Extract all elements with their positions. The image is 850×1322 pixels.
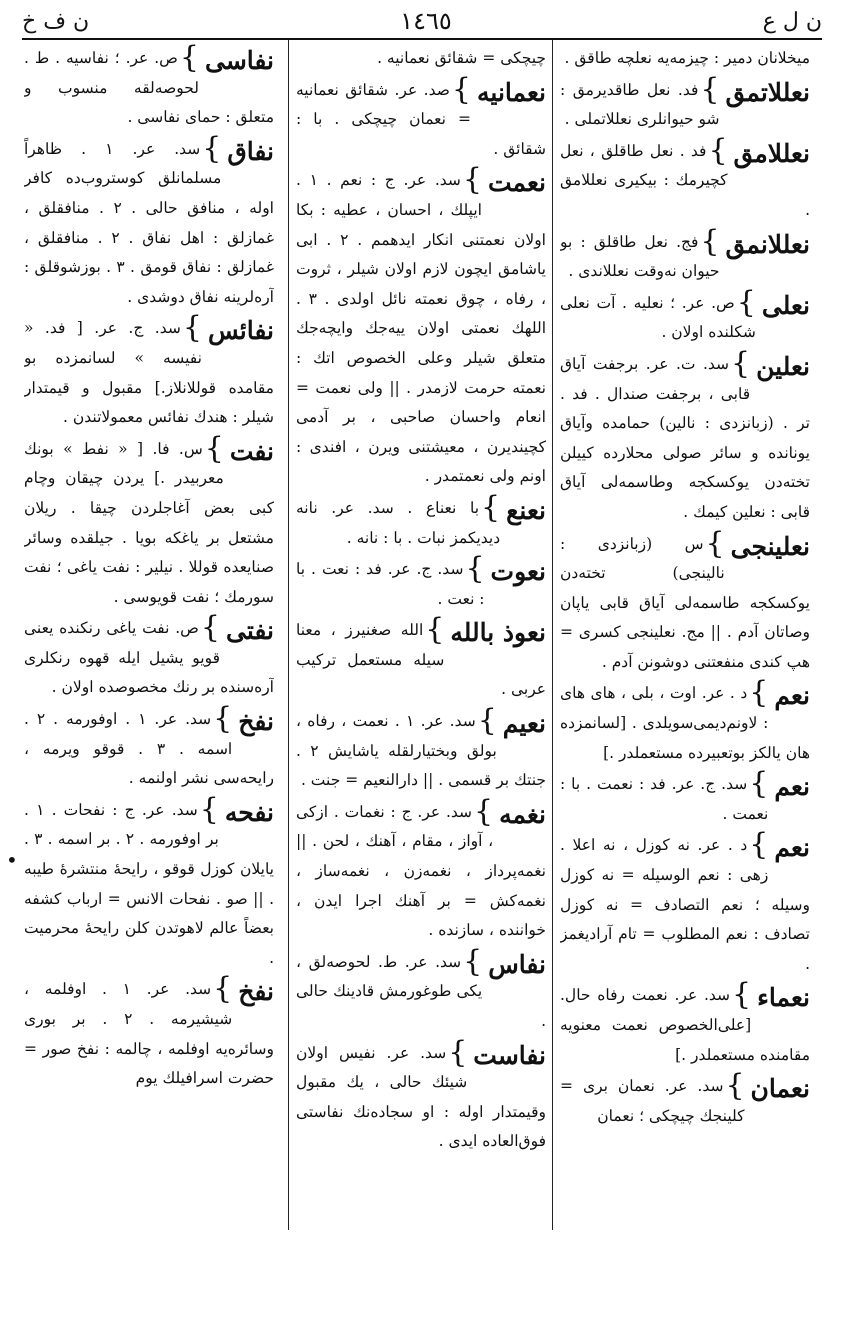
entry-brace: } bbox=[465, 551, 485, 587]
entry-definition: سد. ج. عر. [ فد. « نفیسه » لسانمزده بو مقامده قوللانلاز.] مقبول و قیمتدار شیلر : هندك نفائس معمولاتندن . bbox=[24, 319, 274, 427]
dictionary-entry bbox=[296, 793, 546, 946]
entry-headword: نعوذ بالله bbox=[450, 618, 546, 648]
entry-headword: نفاس bbox=[488, 949, 546, 979]
entry-definition: سد. عر. ج : نغمات . ازکی ، آواز ، مقام ، آهنك ، لحن . || نغمه‌پرداز ، نغمه‌زن ، نغمه‌ساز ، نغمه‌کش = بر آهنك اجرا ایدن ، خواننده ، سازنده . bbox=[296, 802, 546, 940]
dictionary-entry bbox=[296, 162, 546, 492]
entry-definition: سد. عر. نعمان بری = کلینجك چیچکی ؛ نعمان bbox=[560, 1077, 745, 1125]
entry-headword: نعللانمق bbox=[725, 229, 810, 259]
column-middle bbox=[296, 44, 546, 1229]
entry-brace: } bbox=[725, 1068, 745, 1104]
entry-definition: ص. عر. ؛ نفاسیه . ط . لحوصه‌لقه منسوب و متعلق : حمای نفاسی . bbox=[24, 49, 274, 127]
entry-headword: نعم bbox=[774, 833, 810, 863]
entry-definition: ص. نفت یاغی رنکنده یعنی قویو یشیل ایله قهوه رنکلری آره‌سنده بر رنك مخصوصده اولان . bbox=[24, 619, 274, 697]
entry-definition: س. فا. [ « نفط » بونك معربیدر .] یردن چیقان وچام کبی بعض آغاجلردن چیقا . ریلان مشتعل بر یاغکه بویا . جیلقده وسائر صنایعده قوللا . نیلیر : نفت یاغی ؛ نفت سورمك ؛ نفت قویوسی . bbox=[24, 439, 274, 606]
dictionary-entry bbox=[296, 943, 546, 1037]
dictionary-entry bbox=[560, 44, 810, 74]
entry-brace: } bbox=[451, 71, 471, 107]
entry-brace: } bbox=[736, 284, 756, 320]
entry-brace: } bbox=[708, 132, 728, 168]
entry-headword: نعللامق bbox=[733, 138, 810, 168]
column-right bbox=[560, 44, 810, 1229]
entry-definition: د . عر. اوت ، بلی ، های های : لاونم‌دیمی‌سویلدی . [لسانمزده هان یالکز بوتعبیرده مستعملدر .] bbox=[560, 684, 810, 762]
entry-brace: } bbox=[448, 1034, 468, 1070]
entry-brace: } bbox=[477, 703, 497, 739]
dictionary-entry bbox=[24, 610, 274, 703]
entry-headword: نعمانیه bbox=[477, 77, 546, 107]
column-left bbox=[24, 44, 274, 1229]
entry-definition: چیچکی = شقائق نعمانیه . bbox=[377, 49, 546, 67]
entry-headword: نعلین bbox=[756, 351, 810, 381]
entry-headword: نعیم bbox=[502, 709, 546, 739]
dictionary-entry bbox=[296, 1034, 546, 1157]
dictionary-entry bbox=[296, 44, 546, 74]
entry-headword: نعنع bbox=[506, 495, 546, 525]
entry-brace: } bbox=[749, 766, 769, 802]
dictionary-entry bbox=[560, 827, 810, 979]
column-divider-left bbox=[288, 40, 289, 1230]
entry-headword: نفائس bbox=[207, 316, 274, 346]
dictionary-entry bbox=[560, 1068, 810, 1131]
entry-definition: سد. ت. عر. برجفت آیاق قابی ، برجفت صندال . فد . تر . (زبانزدی : نالین) حمامده وآیاق یونانده و سائر صولی محلارده کییلن تخته‌دن یوکسکجه وطاسمه‌لی آیاق قابی : نعلین کیمك . bbox=[560, 354, 810, 521]
column-divider-right bbox=[552, 40, 553, 1230]
entry-brace: } bbox=[481, 489, 501, 525]
dictionary-entry bbox=[560, 223, 810, 287]
entry-definition: با نعناع . سد. عر. نانه دیدیکمز نبات . با : نانه . bbox=[296, 498, 501, 547]
dictionary-entry bbox=[560, 525, 810, 678]
entry-definition: الله صغنیرز ، معنا سیله مستعمل ترکیب عربی . bbox=[296, 621, 546, 699]
entry-headword: نفاسی bbox=[204, 46, 274, 75]
entry-headword: نعوت bbox=[490, 557, 546, 587]
page-header bbox=[22, 6, 822, 36]
dictionary-entry bbox=[24, 430, 274, 613]
entry-definition: فج. نعل طاقلق : بو حیوان نه‌وقت نعللاندی . bbox=[560, 232, 720, 281]
entry-definition: میخلانان دمیر : چیزمه‌یه نعلچه طاقق . bbox=[564, 49, 810, 67]
margin-dot: • bbox=[6, 848, 18, 872]
entry-definition: سد. ج. عر. فد : نعت . با : نعت . bbox=[296, 560, 485, 608]
dictionary-entry bbox=[24, 701, 274, 794]
entry-definition: سد. عر. ١ . نعمت ، رفاه ، بولق وبختیارلقله یاشایش ٢ . جنتك بر قسمی . || دارالنعیم = جنت . bbox=[296, 712, 546, 790]
dictionary-entry bbox=[296, 551, 546, 614]
entry-brace: } bbox=[463, 943, 483, 979]
entry-definition: س (زبانزدی : نالینجی) تخته‌دن یوکسکجه طاسمه‌لی آیاق قابی یاپان وصاتان آدم . || مج. نعلینجی کسری = هپ کندی منفعتنی دوشونن آدم . bbox=[560, 534, 810, 671]
page-number: ١٤٦٥ bbox=[400, 7, 452, 35]
entry-headword: نعماء bbox=[757, 983, 810, 1013]
entry-headword: نفاست bbox=[473, 1040, 546, 1070]
dictionary-entry bbox=[296, 612, 546, 705]
entry-brace: } bbox=[731, 345, 751, 381]
dictionary-entry bbox=[560, 675, 810, 768]
entry-brace: } bbox=[474, 793, 494, 829]
entry-headword: نعمت bbox=[487, 168, 546, 198]
entry-headword: نعمان bbox=[750, 1074, 810, 1104]
entry-headword: نفاق bbox=[227, 136, 274, 166]
entry-definition: سد. عر. نفیس اولان شیئك حالی ، یك مقبول وقیمتدار اوله : او سجاده‌نك نفاستی فوق‌العاده ایدی . bbox=[296, 1043, 546, 1151]
entry-brace: } bbox=[199, 791, 219, 827]
dictionary-entry bbox=[560, 71, 810, 135]
dictionary-entry bbox=[560, 345, 810, 528]
entry-brace: } bbox=[749, 675, 769, 711]
entry-brace: } bbox=[200, 610, 220, 646]
entry-definition: سد. عر. ١ . ظاهراً مسلمانلق کوستروب‌ده کافر اوله ، منافق حالی . ٢ . منافقلق ، غمازلق : اهل نفاق . ٢ . منافقلق ، غمازلق : نفاق قومق . ٣ . بوزشوقلق : آره‌لرینه نفاق دوشدی . bbox=[24, 139, 274, 306]
entry-definition: سد. عر. ج : نعم . ١ . ایپلك ، احسان ، عطیه : بکا اولان نعمتنی انکار ایدهمم . ٢ . ابی یاشامق ایچون لازم اولان شیلر ، ثروت ، رفاه ، چوق نعمته نائل اولدی . ٣ . اللهك نعمتی اولان ییه‌جك وایچه‌جك متعلق شیلر وعلی الخصوص اتك : نعمته حرمت لازمدر . || ولی نعمت = انعام واحسان صاحبی ، بر آدمی کچیندیرن ، معیشتنی ویرن ، افندی : اونم ولی نعمتمدر . bbox=[296, 171, 546, 486]
entry-headword: نفخ bbox=[238, 977, 274, 1007]
entry-headword: نفحه bbox=[224, 797, 274, 827]
entry-definition: د . عر. نه کوزل ، نه اعلا . زهی : نعم الوسیله = نه کوزل وسیله ؛ نعم التصادف = نه کوزل تصادف : نعم المطلوب = تام آرادیغمز . bbox=[560, 836, 810, 973]
entry-brace: } bbox=[749, 827, 769, 863]
entry-brace: } bbox=[700, 71, 720, 107]
dictionary-entry bbox=[560, 766, 810, 829]
dictionary-entry bbox=[296, 489, 546, 553]
entry-headword: نفخ bbox=[238, 707, 274, 737]
entry-brace: } bbox=[705, 525, 725, 561]
dictionary-entry bbox=[24, 130, 274, 313]
dictionary-entry bbox=[24, 791, 274, 974]
header-rule bbox=[22, 38, 822, 40]
dictionary-entry bbox=[296, 71, 546, 165]
entry-brace: } bbox=[179, 44, 199, 75]
dictionary-entry bbox=[24, 971, 274, 1093]
header-right-label: ن ل ع bbox=[762, 8, 822, 34]
entry-headword: نعم bbox=[774, 772, 810, 802]
dictionary-entry bbox=[560, 132, 810, 226]
dictionary-entry bbox=[24, 310, 274, 432]
entry-brace: } bbox=[425, 612, 445, 648]
entry-headword: نعم bbox=[774, 681, 810, 711]
dictionary-entry bbox=[24, 44, 274, 133]
entry-brace: } bbox=[732, 977, 752, 1013]
entry-brace: } bbox=[202, 130, 222, 166]
entry-brace: } bbox=[204, 430, 224, 466]
entry-definition: فد . نعل طاقلق ، نعل کچیرمك : بیکیری نعللامق . bbox=[560, 141, 810, 219]
entry-definition: سد. ج. عر. فد : نعمت . با : نعمت . bbox=[560, 775, 769, 823]
entry-definition: سد. عر. ١ . اوفلمه ، شیشیرمه . ٢ . بر بوری وسائره‌یه اوفلمه ، چالمه : نفخ صور = حضرت اسرافیلك یوم bbox=[24, 980, 274, 1088]
entry-headword: نفتی bbox=[226, 616, 274, 646]
dictionary-entry bbox=[560, 284, 810, 348]
entry-brace: } bbox=[182, 310, 202, 346]
dictionary-entry bbox=[560, 977, 810, 1070]
entry-headword: نعلی bbox=[761, 290, 810, 320]
entry-definition: سد. عر. ١ . اوفورمه . ٢ . اسمه . ٣ . قوقو ویرمه ، رایحه‌سی نشر اولنمه . bbox=[24, 710, 274, 788]
entry-definition: فد. نعل طاقدیرمق : شو حیوانلری نعللاتملی . bbox=[560, 80, 720, 129]
entry-headword: نعللاتمق bbox=[725, 77, 810, 107]
entry-brace: } bbox=[213, 971, 233, 1007]
entry-headword: نعلینجی bbox=[730, 531, 810, 561]
entry-definition: سد. عر. ط. لحوصه‌لق ، یکی طوغورمش قادینك حالی . bbox=[296, 952, 546, 1030]
entry-definition: سد. عر. ج : نفحات . ١ . بر اوفورمه . ٢ . بر اسمه . ٣ . یایلان کوزل قوقو ، رایحهٔ منتشرهٔ طیبه . || صو . نفحات الانس = ارباب کشفه بعضاً عالم لاهوتدن کلن رایحهٔ محرمیت . bbox=[24, 800, 274, 967]
entry-headword: نغمه bbox=[499, 799, 546, 829]
entry-definition: سد. عر. نعمت رفاه حال. [علی‌الخصوص نعمت معنویه مقامنده مستعملدر .] bbox=[560, 986, 810, 1064]
dictionary-entry bbox=[296, 703, 546, 796]
entry-headword: نفت bbox=[229, 436, 274, 466]
entry-definition: ص. عر. ؛ نعلیه . آت نعلی شکلنده اولان . bbox=[560, 293, 756, 342]
entry-definition: صد. عر. شقائق نعمانیه = نعمان چیچکی . با : شقائق . bbox=[296, 80, 546, 158]
entry-brace: } bbox=[213, 701, 233, 737]
header-left-label: ن ف خ bbox=[22, 8, 90, 34]
entry-brace: } bbox=[462, 162, 482, 198]
entry-brace: } bbox=[700, 223, 720, 259]
